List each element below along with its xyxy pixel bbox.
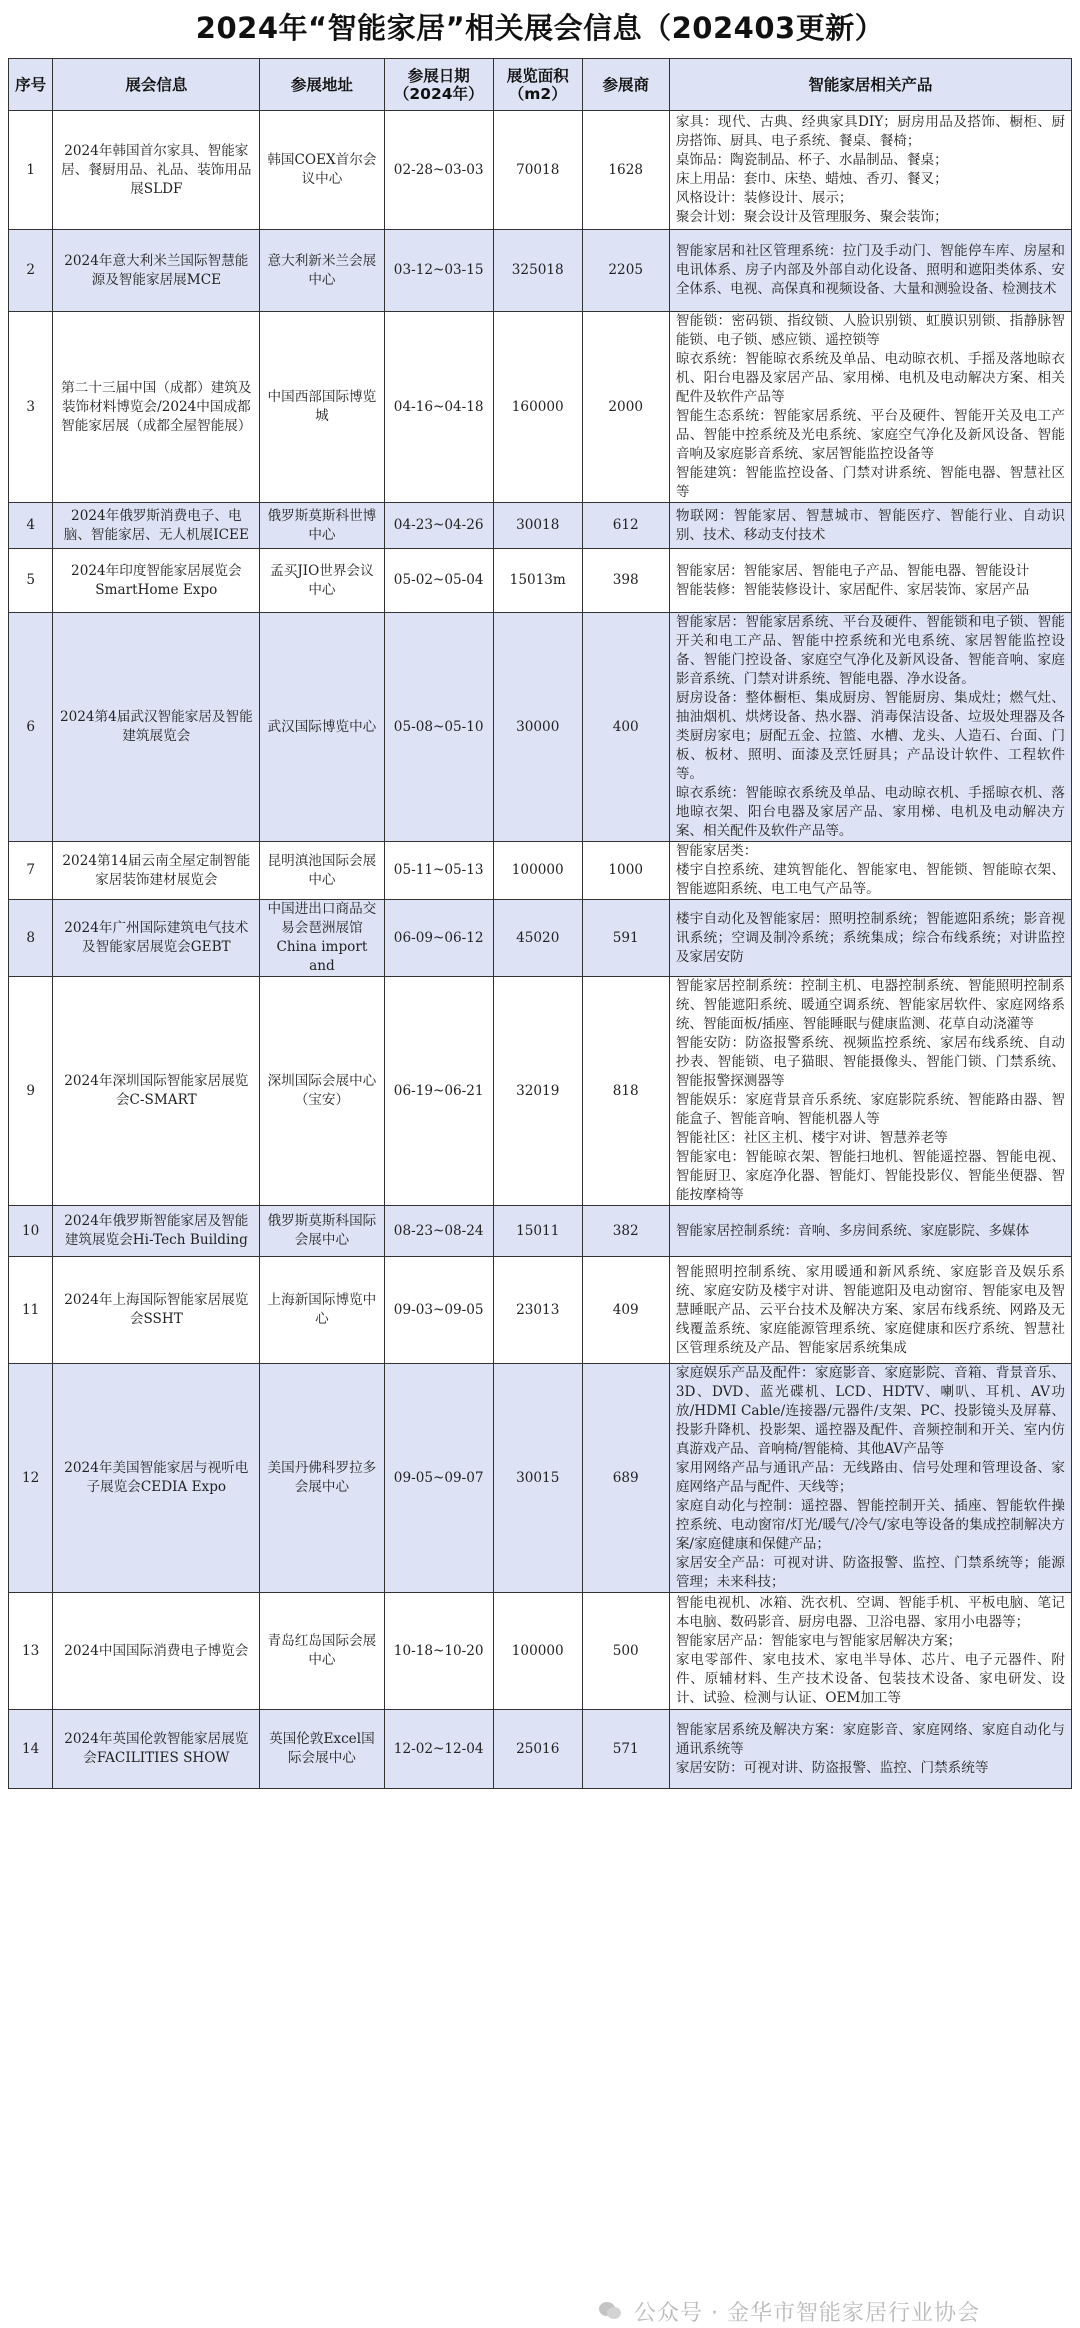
product-line: 智能家居系统及解决方案：家庭影音、家庭网络、家庭自动化与通讯系统等	[675, 1721, 1065, 1757]
venue-address: 意大利新米兰会展中心	[260, 230, 384, 312]
header-num: 序号	[9, 59, 53, 111]
exhibition-area: 30018	[493, 503, 582, 549]
product-line: 智能家居控制系统：控制主机、电器控制系统、智能照明控制系统、智能遮阳系统、暖通空调系统、智能家居软件、家庭网络系统、智能面板/插座、智能睡眠与健康监测、花草自动浇灌等	[675, 978, 1065, 1032]
venue-address: 孟买JIO世界会议中心	[260, 549, 384, 613]
exhibition-name: 2024第14届云南全屋定制智能家居装饰建材展览会	[53, 842, 260, 900]
page-title: 2024年“智能家居”相关展会信息（202403更新）	[195, 11, 885, 45]
exhibition-name: 2024年上海国际智能家居展览会SSHT	[53, 1257, 260, 1364]
exhibitor-count: 689	[582, 1364, 669, 1593]
table-row	[9, 111, 1072, 230]
product-list	[669, 842, 1071, 900]
exhibition-date: 03-12~03-15	[384, 230, 493, 312]
exhibition-area: 325018	[493, 230, 582, 312]
product-line: 床上用品：套巾、床垫、蜡烛、香刃、餐叉；	[675, 171, 948, 187]
exhibition-area: 70018	[493, 111, 582, 230]
table-row	[9, 1206, 1072, 1257]
product-line: 智能照明控制系统、家用暖通和新风系统、家庭影音及娱乐系统、家庭安防及楼宇对讲、智能遮阳及电动窗帘、智能家电及智慧睡眠产品、云平台技术及解决方案、家居布线系统、网路及无线覆盖系统、家庭能源管理系统、家庭健康和医疗系统、智慧社区管理系统及产品、智能家居系统集成	[675, 1263, 1065, 1356]
header-area: 展览面积（m2）	[493, 59, 582, 111]
table-row	[9, 1257, 1072, 1364]
product-list	[669, 1593, 1071, 1710]
exhibition-area: 30015	[493, 1364, 582, 1593]
table-row	[9, 1593, 1072, 1710]
venue-address: 昆明滇池国际会展中心	[260, 842, 384, 900]
row-number: 4	[9, 503, 53, 549]
exhibition-date: 08-23~08-24	[384, 1206, 493, 1257]
table-row	[9, 1364, 1072, 1593]
product-line: 智能家居类：	[675, 843, 758, 859]
product-line: 智能家居：智能家居系统、平台及硬件、智能锁和电子锁、智能开关和电工产品、智能中控系统和光电系统、家居智能监控设备、智能门控设备、家庭空气净化及新风设备、智能音响、家庭影音系统、门禁对讲系统、智能电器、净水设备。	[675, 614, 1065, 687]
exhibition-area: 15013m	[493, 549, 582, 613]
venue-address: 俄罗斯莫斯科世博中心	[260, 503, 384, 549]
product-line: 智能电视机、冰箱、洗衣机、空调、智能手机、平板电脑、笔记本电脑、数码影音、厨房电器、卫浴电器、家用小电器等；	[675, 1595, 1065, 1630]
header-addr: 参展地址	[260, 59, 384, 111]
product-line: 家庭娱乐产品及配件：家庭影音、家庭影院、音箱、背景音乐、3D、DVD、蓝光碟机、LCD、HDTV、喇叭、耳机、AV功放/HDMI Cable/连接器/元器件/支架、PC、投影镜头及屏幕、投影升降机、投影架、遥控器及配件、音频控制和开关、室内仿真游戏产品、音响椅/智能椅、其他AV产品等	[675, 1365, 1065, 1457]
product-line: 智能娱乐：家庭背景音乐系统、家庭影院系统、智能路由器、智能盒子、智能音响、智能机器人等	[675, 1092, 1065, 1127]
product-line: 智能生态系统：智能家居系统、平台及硬件、智能开关及电工产品、智能中控系统及光电系统、家庭空气净化及新风设备、智能音响及家庭影音系统、家居智能监控设备等	[675, 408, 1065, 462]
exhibition-name: 2024年美国智能家居与视听电子展览会CEDIA Expo	[53, 1364, 260, 1593]
exhibition-date: 05-11~05-13	[384, 842, 493, 900]
exhibition-area: 25016	[493, 1710, 582, 1789]
venue-address: 英国伦敦Excel国际会展中心	[260, 1710, 384, 1789]
exhibition-name: 第二十三届中国（成都）建筑及装饰材料博览会/2024中国成都智能家居展（成都全屋智能展）	[53, 312, 260, 503]
table-body	[9, 111, 1072, 1789]
product-line: 智能建筑：智能监控设备、门禁对讲系统、智能电器、智慧社区等	[675, 465, 1065, 500]
table-row	[9, 900, 1072, 977]
venue-address: 美国丹佛科罗拉多会展中心	[260, 1364, 384, 1593]
exhibitor-count: 1628	[582, 111, 669, 230]
exhibitor-count: 2205	[582, 230, 669, 312]
row-number: 11	[9, 1257, 53, 1364]
venue-address: 中国西部国际博览城	[260, 312, 384, 503]
exhibition-date: 04-16~04-18	[384, 312, 493, 503]
product-line: 智能锁：密码锁、指纹锁、人脸识别锁、虹膜识别锁、指静脉智能锁、电子锁、感应锁、遥控锁等	[675, 313, 1065, 348]
exhibition-area: 32019	[493, 977, 582, 1206]
venue-address: 武汉国际博览中心	[260, 613, 384, 842]
row-number: 3	[9, 312, 53, 503]
exhibitor-count: 612	[582, 503, 669, 549]
exhibition-date: 06-09~06-12	[384, 900, 493, 977]
product-list	[669, 111, 1071, 230]
exhibition-date: 09-03~09-05	[384, 1257, 493, 1364]
exhibition-name: 2024中国国际消费电子博览会	[53, 1593, 260, 1710]
exhibition-area: 30000	[493, 613, 582, 842]
product-line: 晾衣系统：智能晾衣系统及单品、电动晾衣机、手摇及落地晾衣机、阳台电器及家居产品、家用梯、电机及电动解决方案、相关配件及软件产品等	[675, 351, 1065, 405]
product-line: 家庭自动化与控制：遥控器、智能控制开关、插座、智能软件操控系统、电动窗帘/灯光/暖气/冷气/家电等设备的集成控制解决方案/家庭健康和保健产品；	[675, 1498, 1065, 1552]
exhibition-area: 23013	[493, 1257, 582, 1364]
exhibitor-count: 2000	[582, 312, 669, 503]
row-number: 12	[9, 1364, 53, 1593]
product-list	[669, 977, 1071, 1206]
exhibitor-count: 500	[582, 1593, 669, 1710]
product-line: 智能安防：防盗报警系统、视频监控系统、家居布线系统、自动抄表、智能锁、电子猫眼、智能摄像头、智能门锁、门禁系统、智能报警探测器等	[675, 1035, 1065, 1089]
exhibition-date: 05-02~05-04	[384, 549, 493, 613]
venue-address: 韩国COEX首尔会议中心	[260, 111, 384, 230]
row-number: 9	[9, 977, 53, 1206]
venue-address: 青岛红岛国际会展中心	[260, 1593, 384, 1710]
venue-address: 深圳国际会展中心（宝安）	[260, 977, 384, 1206]
exhibition-date: 06-19~06-21	[384, 977, 493, 1206]
venue-address: 俄罗斯莫斯科国际会展中心	[260, 1206, 384, 1257]
exhibitor-count: 382	[582, 1206, 669, 1257]
product-line: 家居安防：可视对讲、防盗报警、监控、门禁系统等	[675, 1759, 989, 1776]
row-number: 1	[9, 111, 53, 230]
exhibition-area: 160000	[493, 312, 582, 503]
exhibition-date: 10-18~10-20	[384, 1593, 493, 1710]
row-number: 10	[9, 1206, 53, 1257]
exhibition-date: 02-28~03-03	[384, 111, 493, 230]
table-header-row	[9, 59, 1072, 111]
product-list	[669, 613, 1071, 842]
exhibitor-count: 571	[582, 1710, 669, 1789]
product-list	[669, 1364, 1071, 1593]
product-line: 智能家居：智能家居、智能电子产品、智能电器、智能设计	[675, 562, 1030, 579]
row-number: 6	[9, 613, 53, 842]
product-line: 智能家电：智能晾衣架、智能扫地机、智能遥控器、智能电视、智能厨卫、家庭净化器、智能灯、智能投影仪、智能坐便器、智能按摩椅等	[675, 1149, 1065, 1203]
wechat-icon	[598, 2300, 622, 2328]
exhibition-name: 2024年英国伦敦智能家居展览会FACILITIES SHOW	[53, 1710, 260, 1789]
venue-address: 中国进出口商品交易会琶洲展馆 China import and	[260, 900, 384, 977]
table-row	[9, 1710, 1072, 1789]
exhibition-area: 100000	[493, 1593, 582, 1710]
product-line: 智能社区：社区主机、楼宇对讲、智慧养老等	[675, 1130, 948, 1146]
product-line: 风格设计：装修设计、展示；	[675, 190, 853, 206]
exhibition-name: 2024年印度智能家居展览会SmartHome Expo	[53, 549, 260, 613]
exhibition-area: 100000	[493, 842, 582, 900]
header-date: 参展日期（2024年）	[384, 59, 493, 111]
product-line: 物联网：智能家居、智慧城市、智能医疗、智能行业、自动识别、技术、移动支付技术	[675, 507, 1065, 543]
header-exhibitors: 参展商	[582, 59, 669, 111]
product-line: 桌饰品：陶瓷制品、杯子、水晶制品、餐桌；	[675, 152, 948, 168]
exhibition-name: 2024年俄罗斯智能家居及智能建筑展览会Hi-Tech Building	[53, 1206, 260, 1257]
row-number: 13	[9, 1593, 53, 1710]
exhibitor-count: 398	[582, 549, 669, 613]
product-line: 智能家居控制系统：音响、多房间系统、家庭影院、多媒体	[675, 1222, 1030, 1239]
exhibition-name: 2024年意大利米兰国际智慧能源及智能家居展MCE	[53, 230, 260, 312]
exhibition-date: 05-08~05-10	[384, 613, 493, 842]
product-list	[669, 230, 1071, 312]
watermark	[598, 2296, 980, 2328]
venue-address: 上海新国际博览中心	[260, 1257, 384, 1364]
exhibitor-count: 591	[582, 900, 669, 977]
product-line: 楼宇自控系统、建筑智能化、智能家电、智能锁、智能晾衣架、智能遮阳系统、电工电气产品等。	[675, 862, 1065, 897]
exhibition-name: 2024年深圳国际智能家居展览会C-SMART	[53, 977, 260, 1206]
exhibition-name: 2024第4届武汉智能家居及智能建筑展览会	[53, 613, 260, 842]
exhibition-date: 09-05~09-07	[384, 1364, 493, 1593]
exhibition-area: 45020	[493, 900, 582, 977]
exhibitor-count: 1000	[582, 842, 669, 900]
table-row	[9, 842, 1072, 900]
exhibition-area: 15011	[493, 1206, 582, 1257]
table-row	[9, 312, 1072, 503]
row-number: 7	[9, 842, 53, 900]
product-line: 聚会计划：聚会设计及管理服务、聚会装饰；	[675, 209, 948, 225]
table-row	[9, 230, 1072, 312]
row-number: 5	[9, 549, 53, 613]
product-list	[669, 1206, 1071, 1257]
product-line: 智能装修：智能装修设计、家居配件、家居装饰、家居产品	[675, 581, 1030, 598]
product-line: 家电零部件、家电技术、家电半导体、芯片、电子元器件、附件、原辅材料、生产技术设备、包装技术设备、家电研发、设计、试验、检测与认证、OEM加工等	[675, 1652, 1065, 1706]
exhibition-table	[8, 58, 1072, 1789]
exhibitor-count: 400	[582, 613, 669, 842]
product-line: 厨房设备：整体橱柜、集成厨房、智能厨房、集成灶；燃气灶、抽油烟机、烘烤设备、热水器、消毒保洁设备、垃圾处理器及各类厨房家电；厨配五金、拉篮、水槽、龙头、人造石、台面、门板、板材、照明、面漆及烹饪厨具；产品设计软件、工程软件等。	[675, 690, 1065, 782]
product-list	[669, 900, 1071, 977]
product-line: 晾衣系统：智能晾衣系统及单品、电动晾衣机、手摇晾衣机、落地晾衣架、阳台电器及家居产品、家用梯、电机及电动解决方案、相关配件及软件产品等。	[675, 785, 1065, 839]
exhibition-name: 2024年俄罗斯消费电子、电脑、智能家居、无人机展ICEE	[53, 503, 260, 549]
table-row	[9, 549, 1072, 613]
product-list	[669, 1710, 1071, 1789]
product-list	[669, 503, 1071, 549]
exhibition-name: 2024年韩国首尔家具、智能家居、餐厨用品、礼品、装饰用品展SLDF	[53, 111, 260, 230]
table-row	[9, 977, 1072, 1206]
row-number: 2	[9, 230, 53, 312]
row-number: 8	[9, 900, 53, 977]
product-line: 楼宇自动化及智能家居：照明控制系统；智能遮阳系统；影音视讯系统；空调及制冷系统；系统集成；综合布线系统；对讲监控及家居安防	[675, 910, 1065, 965]
product-list	[669, 1257, 1071, 1364]
product-list	[669, 549, 1071, 613]
header-products: 智能家居相关产品	[669, 59, 1071, 111]
header-name: 展会信息	[53, 59, 260, 111]
product-line: 智能家居和社区管理系统：拉门及手动门、智能停车库、房屋和电讯体系、房子内部及外部自动化设备、照明和遮阳类体系、安全体系、电视、高保真和视频设备、大量和测验设备、检测技术	[675, 243, 1065, 297]
product-line: 家用网络产品与通讯产品：无线路由、信号处理和管理设备、家庭网络产品与配件、天线等；	[675, 1460, 1065, 1495]
table-row	[9, 613, 1072, 842]
product-line: 智能家居产品：智能家电与智能家居解决方案；	[675, 1633, 962, 1649]
exhibition-date: 04-23~04-26	[384, 503, 493, 549]
exhibition-name: 2024年广州国际建筑电气技术及智能家居展览会GEBT	[53, 900, 260, 977]
exhibitor-count: 818	[582, 977, 669, 1206]
product-line: 家居安全产品：可视对讲、防盗报警、监控、门禁系统等；能源管理；未来科技；	[675, 1555, 1065, 1590]
table-row	[9, 503, 1072, 549]
exhibitor-count: 409	[582, 1257, 669, 1364]
watermark-text: 公众号 · 金华市智能家居行业协会	[634, 2301, 980, 2326]
product-list	[669, 312, 1071, 503]
exhibition-date: 12-02~12-04	[384, 1710, 493, 1789]
product-line: 家具：现代、古典、经典家具DIY；厨房用品及搭饰、橱柜、厨房搭饰、厨具、电子系统、餐桌、餐椅；	[675, 114, 1065, 149]
row-number: 14	[9, 1710, 53, 1789]
